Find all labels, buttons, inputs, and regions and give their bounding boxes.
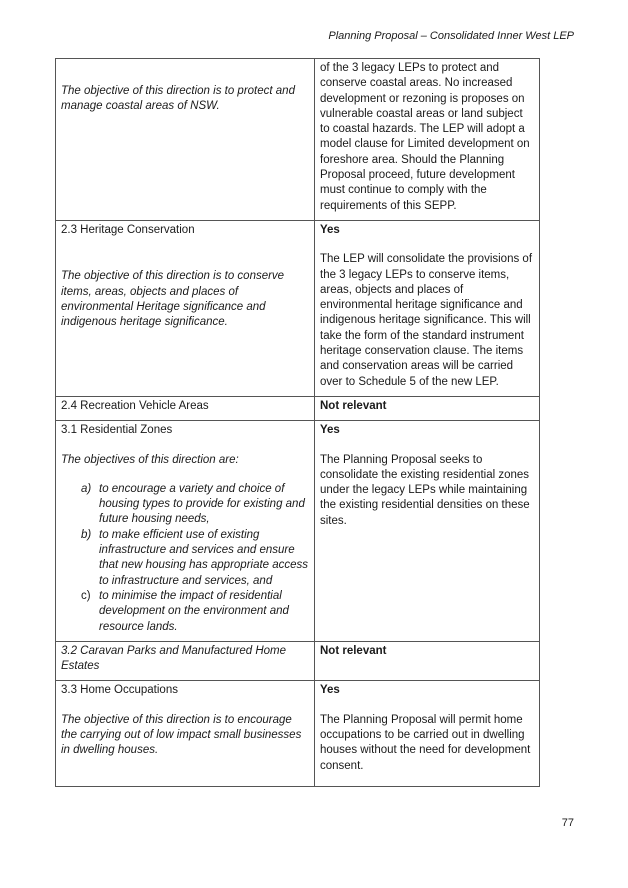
response-cell xyxy=(315,641,540,681)
list-marker: b) xyxy=(81,528,92,541)
response-text: The LEP will consolidate the provisions of the 3 legacy LEPs to conserve items, areas, objects and places of environmental heritage significance and indigenous heritage significance. This will take the form of the standard instrument heritage conservation clause. The items and conservation areas will be carried over to Schedule 5 of the new LEP. xyxy=(320,253,533,388)
status-label: Not relevant xyxy=(320,399,387,412)
response-text: The Planning Proposal seeks to consolidate the existing residential zones under the legacy LEPs while maintaining the existing residential densities on these sites. xyxy=(320,453,530,527)
list-marker: c) xyxy=(81,589,91,602)
objectives-intro: The objectives of this direction are: xyxy=(61,453,239,466)
direction-cell xyxy=(56,59,315,221)
direction-cell xyxy=(56,220,315,396)
response-text: of the 3 legacy LEPs to protect and conserve coastal areas. No increased development or rezoning is proposes on vulnerable coastal areas or land subject to coastal hazards. The LEP will adopt a model clause for Limited development on foreshore area. Should the Planning Proposal proceed, future development must continue to comply with the requirements of this SEPP. xyxy=(320,62,530,212)
page-number: 77 xyxy=(561,817,574,829)
direction-title: 3.1 Residential Zones xyxy=(61,424,173,437)
list-item-text: to minimise the impact of residential development on the environment and resource lands. xyxy=(99,589,289,633)
status-label: Not relevant xyxy=(320,644,387,657)
direction-title: 3.2 Caravan Parks and Manufactured Home Estates xyxy=(61,644,287,673)
objective-text: The objective of this direction is to conserve items, areas, objects and places of environmental Heritage significance and indigenous heritage significance. xyxy=(61,270,285,329)
response-cell xyxy=(315,396,540,420)
status-label: Yes xyxy=(320,424,340,437)
table-row-home xyxy=(56,681,540,786)
direction-title: 2.3 Heritage Conservation xyxy=(61,223,195,236)
status-label: Yes xyxy=(320,684,340,697)
list-item-text: to encourage a variety and choice of housing types to provide for existing and future housing needs, xyxy=(99,482,305,526)
list-item xyxy=(61,589,309,635)
list-marker: a) xyxy=(81,482,92,495)
table-row-coastal xyxy=(56,59,540,221)
table-row-heritage xyxy=(56,220,540,396)
response-cell xyxy=(315,421,540,642)
list-item xyxy=(61,528,309,589)
objective-text: The objective of this direction is to encourage the carrying out of low impact small businesses in dwelling houses. xyxy=(61,713,302,757)
direction-cell xyxy=(56,396,315,420)
table-row-caravan xyxy=(56,641,540,681)
response-cell xyxy=(315,220,540,396)
direction-title: 3.3 Home Occupations xyxy=(61,684,178,697)
table-row-residential xyxy=(56,421,540,642)
objective-text: The objective of this direction is to protect and manage coastal areas of NSW. xyxy=(61,85,295,113)
list-item xyxy=(61,482,309,528)
directions-table xyxy=(55,58,540,787)
direction-cell xyxy=(56,641,315,681)
response-cell xyxy=(315,681,540,786)
objectives-list xyxy=(61,482,309,635)
list-item-text: to make efficient use of existing infrastructure and services and ensure that new housing has appropriate access to infrastructure and services, and xyxy=(99,528,309,587)
table-row-recreation xyxy=(56,396,540,420)
response-cell xyxy=(315,59,540,221)
status-label: Yes xyxy=(320,223,340,236)
response-text: The Planning Proposal will permit home occupations to be carried out in dwelling houses without the need for development consent. xyxy=(320,713,531,772)
direction-cell xyxy=(56,421,315,642)
direction-cell xyxy=(56,681,315,786)
page-header: Planning Proposal – Consolidated Inner West LEP xyxy=(328,30,574,42)
direction-title: 2.4 Recreation Vehicle Areas xyxy=(61,399,209,412)
